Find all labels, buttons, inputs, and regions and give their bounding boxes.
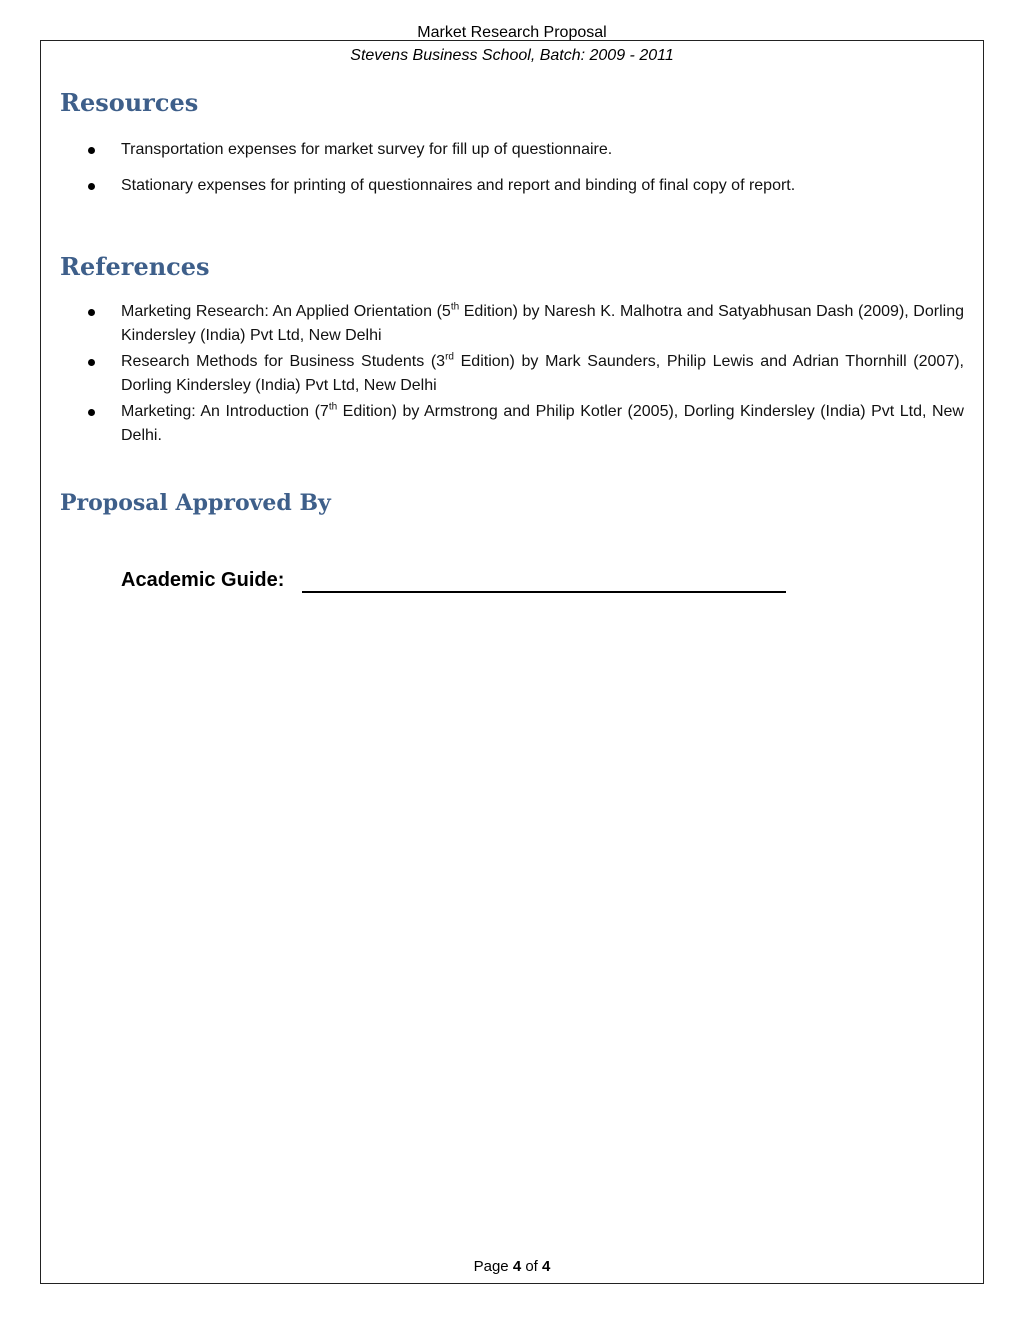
of-word: of xyxy=(525,1258,538,1275)
ordinal-suffix: th xyxy=(450,301,460,313)
list-item xyxy=(84,400,964,448)
list-item xyxy=(84,138,964,162)
page-number-current: 4 xyxy=(512,1258,522,1275)
list-item-text: Stationary expenses for printing of questionnaires and report and binding of final copy of report. xyxy=(121,177,796,194)
document-subtitle: Stevens Business School, Batch: 2009 - 2011 xyxy=(350,47,674,64)
page-number-total: 4 xyxy=(542,1258,551,1275)
reference-text-end: Edition) by Armstrong and Philip Kotler (2005), Dorling Kindersley (India) Pvt Ltd, New Delhi. xyxy=(121,403,964,444)
document-title: Market Research Proposal xyxy=(417,24,607,41)
list-item xyxy=(84,174,964,198)
bullet-icon xyxy=(88,309,95,316)
resources-heading: Resources xyxy=(60,88,199,117)
reference-text-start: Marketing Research: An Applied Orientation (5 xyxy=(121,303,451,320)
references-list xyxy=(84,300,964,450)
bullet-icon xyxy=(88,183,95,190)
reference-text-start: Research Methods for Business Students (3 xyxy=(121,353,446,370)
list-item xyxy=(84,350,964,398)
ordinal-suffix: th xyxy=(328,401,338,413)
academic-guide-label: Academic Guide: xyxy=(121,569,285,591)
bullet-icon xyxy=(88,147,95,154)
ordinal-suffix: rd xyxy=(445,351,454,363)
page-border xyxy=(40,40,984,1284)
approval-heading: Proposal Approved By xyxy=(60,490,331,516)
reference-text-end: Edition) by Naresh K. Malhotra and Satyabhusan Dash (2009), Dorling Kindersley (India) Pvt Ltd, New Delhi xyxy=(121,303,964,344)
reference-text-end: Edition) by Mark Saunders, Philip Lewis and Adrian Thornhill (2007), Dorling Kindersley (India) Pvt Ltd, New Delhi xyxy=(121,353,964,394)
page-word: Page xyxy=(473,1258,509,1275)
resources-list xyxy=(84,138,964,210)
reference-text-start: Marketing: An Introduction (7 xyxy=(121,403,329,420)
bullet-icon xyxy=(88,359,95,366)
bullet-icon xyxy=(88,409,95,416)
references-heading: References xyxy=(60,252,210,281)
page-footer xyxy=(0,1257,1024,1277)
list-item-text: Transportation expenses for market survey for fill up of questionnaire. xyxy=(121,141,613,158)
list-item xyxy=(84,300,964,348)
signature-line xyxy=(302,591,786,593)
